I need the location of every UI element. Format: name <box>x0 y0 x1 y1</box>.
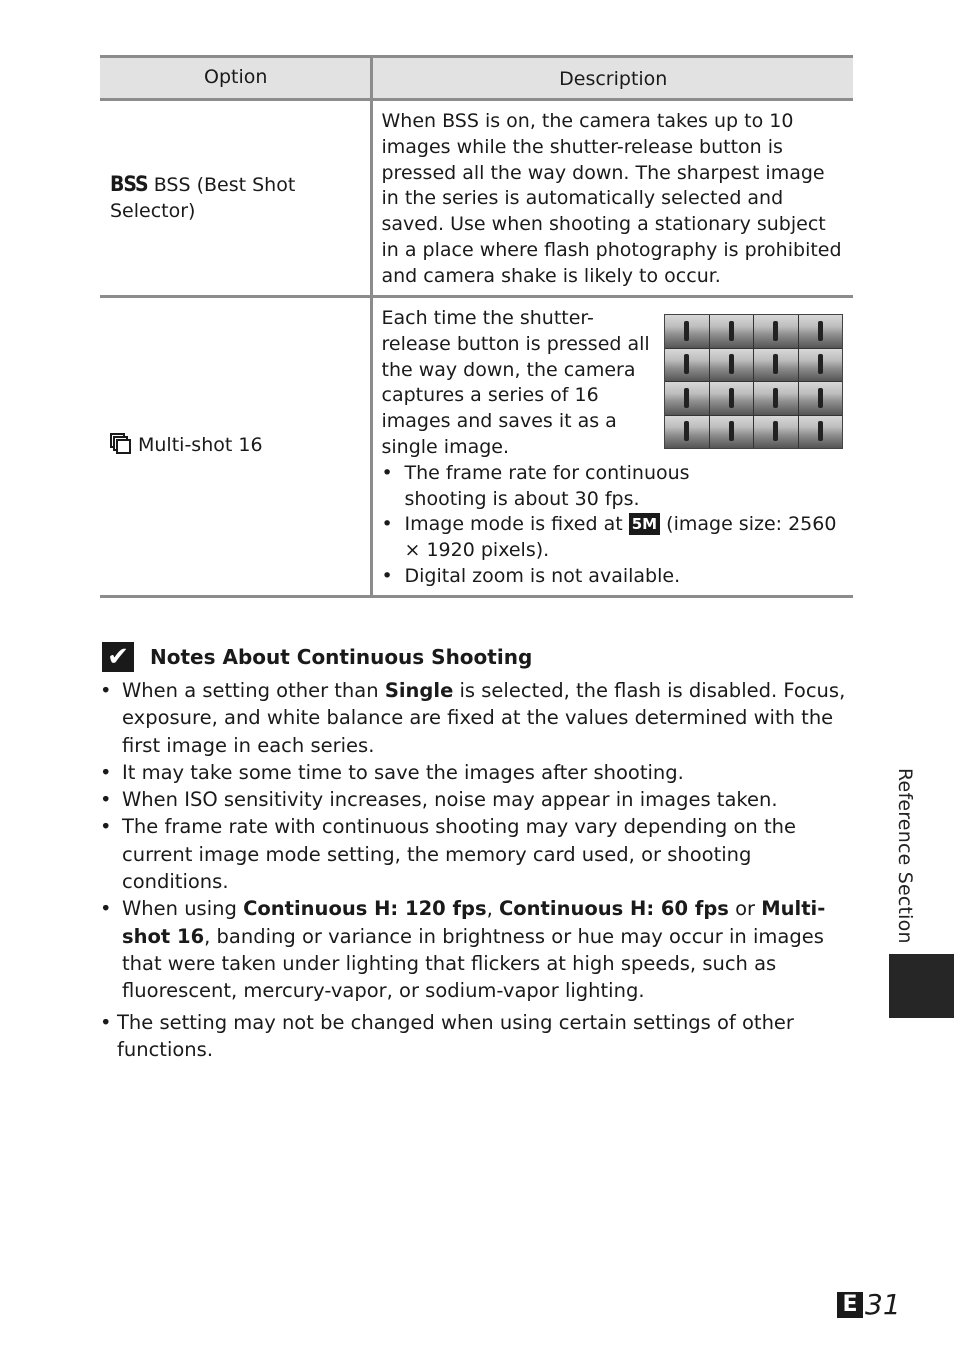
list-item: • Digital zoom is not available. <box>382 564 846 590</box>
option-label: BSS (Best Shot Selector) <box>110 173 296 222</box>
page-number-value: 31 <box>865 1288 901 1321</box>
bss-icon: BSS <box>110 171 148 196</box>
option-label: Multi-shot 16 <box>138 434 263 457</box>
section-tab-block <box>889 954 954 1018</box>
list-item: • It may take some time to save the images after shooting. <box>100 759 850 786</box>
table-row <box>100 100 853 297</box>
list-item: • The frame rate for continuous shooting is about 30 fps. <box>382 461 846 513</box>
multi-shot-icon <box>110 433 132 455</box>
list-item: • Image mode is fixed at 5M (image size: 2560 × 1920 pixels). <box>382 512 846 564</box>
check-mark-icon: ✔ <box>102 642 134 672</box>
multi-shot-sample-image <box>664 314 843 449</box>
options-table <box>100 55 853 598</box>
list-item: • When ISO sensitivity increases, noise may appear in images taken. <box>100 786 850 813</box>
section-tab-label: Reference Section <box>894 768 916 944</box>
notes-heading <box>102 640 532 674</box>
list-item: • When using Continuous H: 120 fps, Continuous H: 60 fps or Multi-shot 16, banding or variance in brightness or hue may occur in images that were taken under lighting that flickers at high speeds, such as fluorescent, mercury-vapor, or sodium-vapor lighting. <box>100 895 850 1004</box>
notes-title: Notes About Continuous Shooting <box>150 645 533 669</box>
description-bullets <box>382 461 846 590</box>
reference-e-icon: E <box>837 1292 863 1318</box>
table-row <box>100 297 853 597</box>
notes-list <box>100 677 850 1063</box>
header-description: Description <box>371 57 853 100</box>
image-mode-icon: 5M <box>629 513 660 535</box>
description-text: When BSS is on, the camera takes up to 10 images while the shutter-release button is pressed all the way down. The sharpest image in the series is automatically selected and saved. Use when shooting a stationary subject in a place where flash photography is prohibited and camera shake is likely to occur. <box>381 110 842 287</box>
table-header-row <box>100 57 853 100</box>
page-number <box>837 1288 901 1321</box>
list-item: • The frame rate with continuous shooting may vary depending on the current image mode setting, the memory card used, or shooting conditions. <box>100 813 850 895</box>
option-cell <box>100 100 371 297</box>
header-option: Option <box>100 57 371 100</box>
list-item: • The setting may not be changed when using certain settings of other functions. <box>100 1009 850 1064</box>
option-cell <box>100 297 371 597</box>
description-cell <box>371 100 853 297</box>
list-item: • When a setting other than Single is selected, the flash is disabled. Focus, exposure, and white balance are fixed at the values determined with the first image in each series. <box>100 677 850 759</box>
description-text: Each time the shutter-release button is pressed all the way down, the camera captures a series of 16 images and saves it as a single image. <box>381 307 650 458</box>
description-cell <box>371 297 853 597</box>
